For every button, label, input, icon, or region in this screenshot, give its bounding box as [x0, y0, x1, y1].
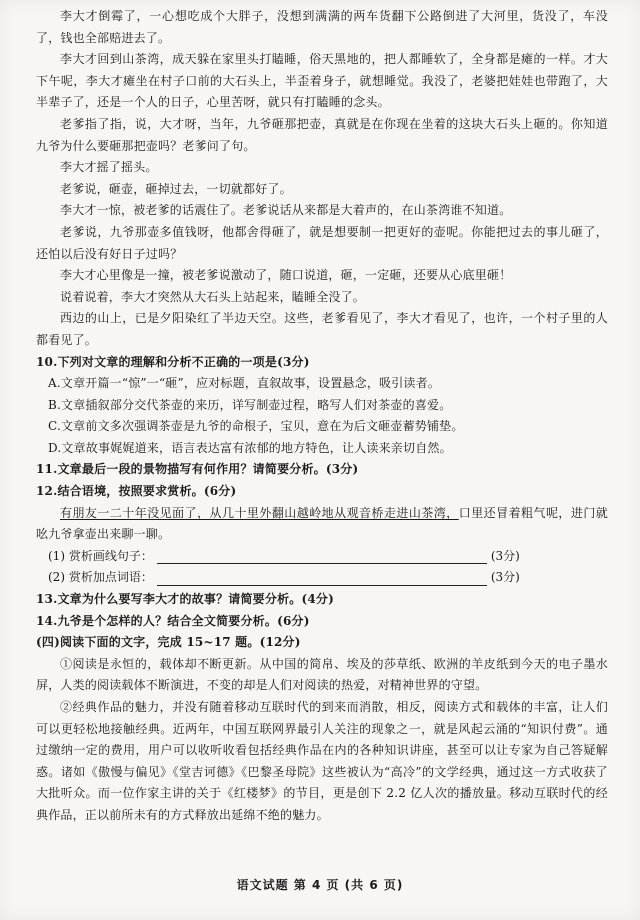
question-12-2-label: (2) 赏析加点词语：	[48, 570, 153, 585]
question-13: 13.文章为什么要写李大才的故事？请简要分析。(4分)	[36, 592, 334, 607]
passage-paragraph: 李大才摇了摇头。	[60, 160, 158, 175]
section-4-heading: (四)阅读下面的文字，完成 15~17 题。(12分)	[36, 635, 301, 650]
question-12-underlined-sentence: 有朋友一二十年没见面了，从几十里外翻山越岭地从观音桥走进山茶湾，	[60, 505, 459, 520]
section-4-paragraph: ①阅读是永恒的，载体却不断更新。从中国的简帛、埃及的莎草纸、欧洲的羊皮纸到今天的电子墨水屏，人类的阅读载体不断演进，不变的却是人们对阅读的热爱，对精神世界的守望。	[36, 656, 608, 693]
question-12-1-label: (1) 赏析画线句子：	[48, 548, 153, 563]
passage-paragraph: 老爹说，砸壶，砸掉过去，一切就都好了。	[60, 181, 292, 196]
passage-paragraph: 老爹说，九爷那壶多值钱呀，他都舍得砸了，就是想要制一把更好的壶呢。你能把过去的事儿砸了，还怕以后没有好日子过吗？	[36, 224, 608, 261]
passage-paragraph: 说着说着，李大才突然从大石头上站起来，瞌睡全没了。	[60, 289, 366, 304]
question-12-2-row	[36, 567, 608, 589]
question-12-1-score: (3分)	[490, 548, 520, 563]
question-11: 11.文章最后一段的景物描写有何作用？请简要分析。(3分)	[36, 462, 359, 477]
passage-paragraph: 老爹指了指，说，大才呀，当年，九爷砸那把壶，真就是在你现在坐着的这块大石头上砸的。你知道九爷为什么要砸那把壶吗？老爹问了句。	[36, 116, 608, 153]
page-content	[36, 6, 608, 827]
question-10-option-c: C.文章前文多次强调茶壶是九爷的命根子，宝贝，意在为后文砸壶蓄势铺垫。	[48, 419, 464, 434]
question-12-quote-rest: 口里还冒着粗气呢，进门就吆九爷拿壶出来聊一聊。	[36, 505, 608, 542]
question-14: 14.九爷是个怎样的人？结合全文简要分析。(6分)	[36, 613, 310, 628]
question-12-2-score: (3分)	[490, 570, 520, 585]
question-10: 10.下列对文章的理解和分析不正确的一项是(3分)	[36, 354, 310, 369]
question-10-option-a: A.文章开篇一“惊”一“砸”，应对标题，直叙故事，设置悬念，吸引读者。	[48, 376, 441, 391]
page-footer: 语文试题 第 4 页 (共 6 页)	[236, 878, 404, 892]
question-10-option-d: D.文章故事娓娓道来，语言表达富有浓郁的地方特色，让人读来亲切自然。	[48, 440, 452, 455]
passage-paragraph: 李大才心里像是一撞，被老爹说激动了，随口说道，砸，一定砸，还要从心底里砸！	[60, 268, 512, 283]
passage-paragraph: 西边的山上，已是夕阳染红了半边天空。这些，老爹看见了，李大才看见了，也许，一个村子里的人都看见了。	[36, 311, 608, 347]
section-4-paragraph: ②经典作品的魅力，并没有随着移动互联时代的到来而消散，相反，阅读方式和载体的丰富，让人们可以更轻松地接触经典。近两年，中国互联网界最引人关注的现象之一，就是风起云涌的“知识付费”。通过缴纳一定的费用，用户可以收听收看包括经典作品在内的各种知识讲座，甚至可以让专家为自己答疑解惑。诸如《傲慢与偏见》《堂吉诃德》《巴黎圣母院》这些被认为“高冷”的文学经典，通过这一方式收获了大批听众。而一位作家主讲的关于《红楼梦》的节目，更是创下 2.2 亿人次的播放量。移动互联时代的经典作品，正以前所未有的方式释放出延绵不绝的魅力。	[36, 700, 608, 822]
question-10-option-b: B.文章插叙部分交代茶壶的来历，详写制壶过程，略写人们对茶壶的喜爱。	[48, 397, 452, 412]
passage-paragraph: 李大才倒霉了，一心想吃成个大胖子，没想到满满的两车货翻下公路倒进了大河里，货没了，车没了，钱也全部赔进去了。	[36, 9, 608, 45]
question-12-2-answer-blank[interactable]	[157, 571, 487, 586]
question-12-quote	[36, 503, 608, 546]
passage-paragraph: 李大才一惊，被老爹的话震住了。老爹说话从来都是大着声的，在山茶湾谁不知道。	[60, 203, 512, 218]
question-12-1-answer-blank[interactable]	[157, 549, 487, 564]
passage-paragraph: 李大才回到山茶湾，成天躲在家里头打瞌睡，俗天黑地的，把人都睡软了，全身都是瘫的一样。才大下午呢，李大才瘫坐在村子口前的大石头上，半歪着身子，就想睡觉。我没了，老婆把娃娃也带跑了，大半辈子了，还是一个人的日子，心里苦呀，就只有打瞌睡的念头。	[36, 52, 608, 110]
question-12: 12.结合语境，按照要求赏析。(6分)	[36, 484, 237, 499]
question-12-1-row	[36, 546, 608, 568]
